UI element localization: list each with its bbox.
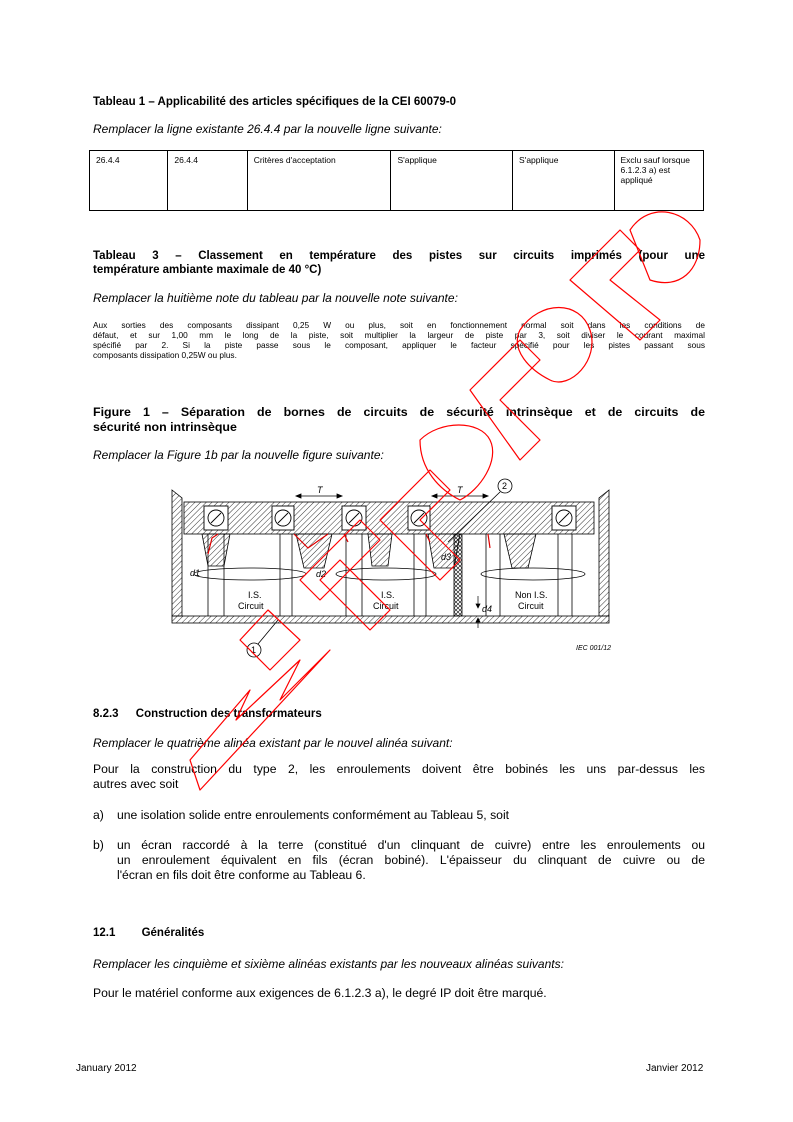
tableau3-instruction: Remplacer la huitième note du tableau par la nouvelle note suivante: [93, 291, 458, 305]
table-cell: Exclu sauf lorsque 6.1.2.3 a) est appliqué [614, 151, 703, 211]
s823-item-b [93, 838, 705, 882]
label-d3: d3 [441, 552, 452, 562]
label-is1-b: Circuit [238, 601, 264, 611]
s823-instruction: Remplacer le quatrième alinéa existant par le nouvel alinéa suivant: [93, 736, 453, 750]
footer-date-fr: Janvier 2012 [646, 1063, 704, 1074]
callout-1-label: 1 [251, 645, 257, 655]
housing-base [172, 616, 609, 623]
item-text: une isolation solide entre enroulements conformément au Tableau 5, soit [117, 808, 510, 822]
note-line: Aux sorties des composants dissipant 0,25 W ou plus, soit en fonctionnement normal soit dans les conditions de [93, 320, 705, 330]
note-line: spécifié par 2. Si la piste passe sous le composant, appliquer le facteur spécifié pour les pistes passant sous [93, 340, 705, 350]
note-line: composants dissipation 0,25W ou plus. [93, 350, 237, 360]
label-is2-a: I.S. [381, 590, 395, 600]
figure1-title-line2: sécurité non intrinsèque [93, 420, 237, 434]
housing-wall-right [599, 490, 609, 616]
item-line: l'écran en fils doit être conforme au Tableau 6. [117, 868, 366, 882]
label-is2-b: Circuit [373, 601, 399, 611]
label-nis-b: Circuit [518, 601, 544, 611]
table-cell: 26.4.4 [168, 151, 247, 211]
para-line: Pour la construction du type 2, les enroulements doivent être bobinés les uns par-dessus les [93, 762, 705, 776]
s823-item-a [93, 808, 510, 823]
s823-number: 8.2.3 [93, 708, 119, 720]
label-is1-a: I.S. [248, 590, 262, 600]
s823-title: Construction des transformateurs [135, 708, 322, 720]
figure1-instruction: Remplacer la Figure 1b par la nouvelle figure suivante: [93, 448, 384, 462]
table-cell: S'applique [391, 151, 513, 211]
label-d2: d2 [316, 569, 327, 579]
tableau1-table [89, 150, 704, 211]
label-d4: d4 [482, 604, 493, 614]
s121-number: 12.1 [93, 927, 116, 939]
label-d1: d1 [190, 568, 201, 578]
item-label: b) [93, 838, 104, 852]
s823-paragraph [93, 762, 705, 792]
s823-heading [93, 708, 322, 720]
dim-t-label: T [457, 485, 463, 495]
para-line: autres avec soit [93, 777, 179, 791]
item-line: un écran raccordé à la terre (constitué d'un clinquant de cuivre) entre les enroulements ou [117, 838, 705, 852]
callout-2-label: 2 [502, 481, 508, 491]
terminal-block [184, 502, 594, 534]
dim-t-label: T [317, 485, 323, 495]
item-line: un enroulement équivalent en fils (écran bobiné). L'épaisseur du clinquant de cuivre ou de [117, 853, 705, 867]
table-row [90, 151, 704, 211]
s121-instruction: Remplacer les cinquième et sixième alinéas existants par les nouveaux alinéas suivants: [93, 957, 564, 971]
item-label: a) [93, 808, 104, 822]
tableau3-title-line1: Tableau 3 – Classement en température des pistes sur circuits imprimés (pour une [93, 250, 705, 262]
s121-paragraph: Pour le matériel conforme aux exigences de 6.1.2.3 a), le degré IP doit être marqué. [93, 986, 547, 1000]
s121-heading [93, 927, 204, 939]
s121-title: Généralités [141, 927, 205, 939]
tableau3-note [93, 320, 705, 360]
note-line: défaut, et sur 1,00 mm le long de la piste, soit multiplier la largeur de piste par 3, soit diviser le courant maximal [93, 330, 705, 340]
figure1-title-line1: Figure 1 – Séparation de bornes de circuits de sécurité intrinsèque et de circuits de [93, 405, 705, 419]
tableau3-title-line2: température ambiante maximale de 40 °C) [93, 264, 322, 276]
housing-wall-left [172, 490, 182, 616]
tableau1-instruction: Remplacer la ligne existante 26.4.4 par la nouvelle ligne suivante: [93, 122, 442, 136]
figure-ref: IEC 001/12 [576, 645, 612, 652]
terminal-separation-figure [168, 478, 613, 660]
label-nis-a: Non I.S. [515, 590, 548, 600]
table-cell: S'applique [513, 151, 614, 211]
table-cell: 26.4.4 [90, 151, 168, 211]
partition [454, 534, 462, 616]
footer-date-en: January 2012 [76, 1063, 137, 1074]
tableau1-title: Tableau 1 – Applicabilité des articles spécifiques de la CEI 60079-0 [93, 96, 457, 108]
table-cell: Critères d'acceptation [247, 151, 391, 211]
